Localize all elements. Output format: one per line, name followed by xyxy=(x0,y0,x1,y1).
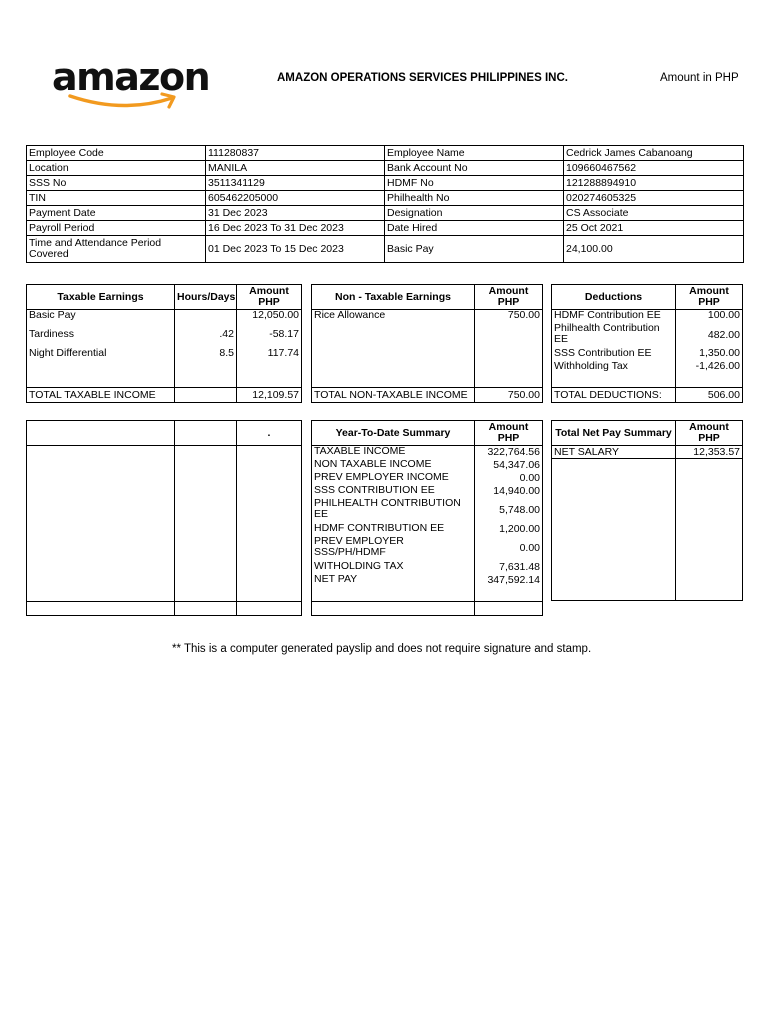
taxable-amount: 117.74 xyxy=(267,347,299,359)
field-value: 31 Dec 2023 xyxy=(206,206,385,221)
employee-info-row xyxy=(27,236,744,263)
net-salary-amount: 12,353.57 xyxy=(676,446,743,459)
net-pay-amount-header: Amount PHP xyxy=(676,421,743,446)
empty-cell xyxy=(27,446,175,602)
empty-cell xyxy=(27,602,175,616)
empty-cell xyxy=(175,602,237,616)
field-label: Date Hired xyxy=(385,221,564,236)
ytd-amount: 0.00 xyxy=(519,472,540,484)
employee-info-row xyxy=(27,221,744,236)
taxable-labels-cell xyxy=(27,310,175,388)
ytd-amount: 54,347.06 xyxy=(493,459,540,471)
ytd-label: PHILHEALTH CONTRIBUTION EE xyxy=(314,497,461,520)
ytd-amount: 322,764.56 xyxy=(487,446,540,458)
deduction-amount: 100.00 xyxy=(707,309,740,321)
deduction-amount: 482.00 xyxy=(707,329,740,341)
blank-earnings-table xyxy=(26,420,302,616)
non-taxable-header: Non - Taxable Earnings xyxy=(312,285,475,310)
ytd-label: PREV EMPLOYER INCOME xyxy=(314,471,449,483)
ytd-amount: 7,631.48 xyxy=(499,561,540,573)
net-pay-table xyxy=(551,420,743,601)
taxable-earnings-table xyxy=(26,284,302,403)
taxable-hours: .42 xyxy=(219,328,234,340)
field-value: 3511341129 xyxy=(206,176,385,191)
employee-info-row xyxy=(27,176,744,191)
field-value: 24,100.00 xyxy=(564,236,744,263)
ytd-header: Year-To-Date Summary xyxy=(312,421,475,446)
ytd-label: TAXABLE INCOME xyxy=(314,445,406,457)
taxable-earnings-header: Taxable Earnings xyxy=(27,285,175,310)
taxable-amount-header: Amount PHP xyxy=(237,285,302,310)
blank-header-dot: . xyxy=(237,421,302,446)
field-label: Philhealth No xyxy=(385,191,564,206)
field-value: 020274605325 xyxy=(564,191,744,206)
non-taxable-amount-header: Amount PHP xyxy=(475,285,543,310)
employee-info-row xyxy=(27,191,744,206)
total-taxable-label: TOTAL TAXABLE INCOME xyxy=(27,388,175,403)
deduction-label: HDMF Contribution EE xyxy=(554,309,661,321)
field-label: HDMF No xyxy=(385,176,564,191)
field-label: Employee Code xyxy=(27,146,206,161)
deduction-amount: -1,426.00 xyxy=(695,360,740,372)
field-value: CS Associate xyxy=(564,206,744,221)
taxable-amount: -58.17 xyxy=(269,328,299,340)
total-taxable-amount: 12,109.57 xyxy=(237,388,302,403)
empty-cell xyxy=(175,421,237,446)
ytd-amount: 1,200.00 xyxy=(499,523,540,535)
ytd-label: PREV EMPLOYER SSS/PH/HDMF xyxy=(314,535,404,558)
ytd-summary-table xyxy=(311,420,543,616)
amazon-logo xyxy=(52,55,212,110)
currency-note: Amount in PHP xyxy=(660,72,739,84)
taxable-hours-cell xyxy=(175,310,237,388)
taxable-label: Tardiness xyxy=(29,328,74,340)
deductions-table xyxy=(551,284,743,403)
field-label: Designation xyxy=(385,206,564,221)
field-value: 01 Dec 2023 To 15 Dec 2023 xyxy=(206,236,385,263)
ytd-label: NON TAXABLE INCOME xyxy=(314,458,432,470)
smile-arrow-icon xyxy=(68,92,188,110)
deductions-amount-header: Amount PHP xyxy=(676,285,743,310)
taxable-amount: 12,050.00 xyxy=(252,309,299,321)
field-label: Bank Account No xyxy=(385,161,564,176)
non-taxable-amount: 750.00 xyxy=(475,310,543,388)
empty-cell xyxy=(552,459,676,601)
ytd-amount: 347,592.14 xyxy=(487,574,540,586)
field-label: Payroll Period xyxy=(27,221,206,236)
employee-info-row xyxy=(27,161,744,176)
ytd-amounts-cell xyxy=(475,446,543,602)
empty-cell xyxy=(237,602,302,616)
total-non-taxable-amount: 750.00 xyxy=(475,388,543,403)
taxable-hours xyxy=(177,310,234,329)
total-non-taxable-label: TOTAL NON-TAXABLE INCOME xyxy=(312,388,475,403)
company-name: AMAZON OPERATIONS SERVICES PHILIPPINES INC. xyxy=(277,72,568,84)
ytd-labels-cell xyxy=(312,446,475,602)
empty-cell xyxy=(475,602,543,616)
taxable-amounts-cell xyxy=(237,310,302,388)
employee-info-row xyxy=(27,146,744,161)
deduction-labels-cell xyxy=(552,310,676,388)
field-value: 16 Dec 2023 To 31 Dec 2023 xyxy=(206,221,385,236)
field-value: 111280837 xyxy=(206,146,385,161)
field-label: Payment Date xyxy=(27,206,206,221)
empty-cell xyxy=(237,446,302,602)
ytd-label: NET PAY xyxy=(314,573,358,585)
empty-cell xyxy=(27,421,175,446)
empty-cell xyxy=(312,602,475,616)
field-value: 121288894910 xyxy=(564,176,744,191)
taxable-label: Basic Pay xyxy=(29,309,76,321)
empty-cell xyxy=(676,459,743,601)
deduction-label: Philhealth Contribution EE xyxy=(554,322,660,345)
employee-info-row xyxy=(27,206,744,221)
deduction-label: Withholding Tax xyxy=(554,360,628,372)
deductions-header: Deductions xyxy=(552,285,676,310)
ytd-amount: 0.00 xyxy=(519,542,540,554)
empty-cell xyxy=(175,388,237,403)
employee-info-table xyxy=(26,145,744,263)
field-label: Basic Pay xyxy=(385,236,564,263)
ytd-label: HDMF CONTRIBUTION EE xyxy=(314,522,445,534)
field-value: 25 Oct 2021 xyxy=(564,221,744,236)
ytd-amount: 5,748.00 xyxy=(499,504,540,516)
field-label: Time and Attendance Period Covered xyxy=(27,236,206,263)
net-pay-header: Total Net Pay Summary xyxy=(552,421,676,446)
field-label: Employee Name xyxy=(385,146,564,161)
empty-cell xyxy=(175,446,237,602)
footnote: ** This is a computer generated payslip and does not require signature and stamp. xyxy=(172,643,592,655)
taxable-hours: 8.5 xyxy=(219,347,234,359)
field-value: Cedrick James Cabanoang xyxy=(564,146,744,161)
field-value: 605462205000 xyxy=(206,191,385,206)
field-label: TIN xyxy=(27,191,206,206)
field-label: SSS No xyxy=(27,176,206,191)
deduction-amount: 1,350.00 xyxy=(699,347,740,359)
non-taxable-earnings-table xyxy=(311,284,543,403)
ytd-amount-header: Amount PHP xyxy=(475,421,543,446)
ytd-label: SSS CONTRIBUTION EE xyxy=(314,484,435,496)
net-salary-label: NET SALARY xyxy=(552,446,676,459)
total-deductions-label: TOTAL DEDUCTIONS: xyxy=(552,388,676,403)
taxable-label: Night Differential xyxy=(29,347,107,359)
ytd-amount: 14,940.00 xyxy=(493,485,540,497)
deduction-amounts-cell xyxy=(676,310,743,388)
logo-text: amazon xyxy=(52,55,210,99)
total-deductions-amount: 506.00 xyxy=(676,388,743,403)
hours-days-header: Hours/Days xyxy=(175,285,237,310)
non-taxable-label: Rice Allowance xyxy=(312,310,475,388)
field-value: MANILA xyxy=(206,161,385,176)
field-value: 109660467562 xyxy=(564,161,744,176)
field-label: Location xyxy=(27,161,206,176)
ytd-label: WITHOLDING TAX xyxy=(314,560,404,572)
deduction-label: SSS Contribution EE xyxy=(554,347,652,359)
